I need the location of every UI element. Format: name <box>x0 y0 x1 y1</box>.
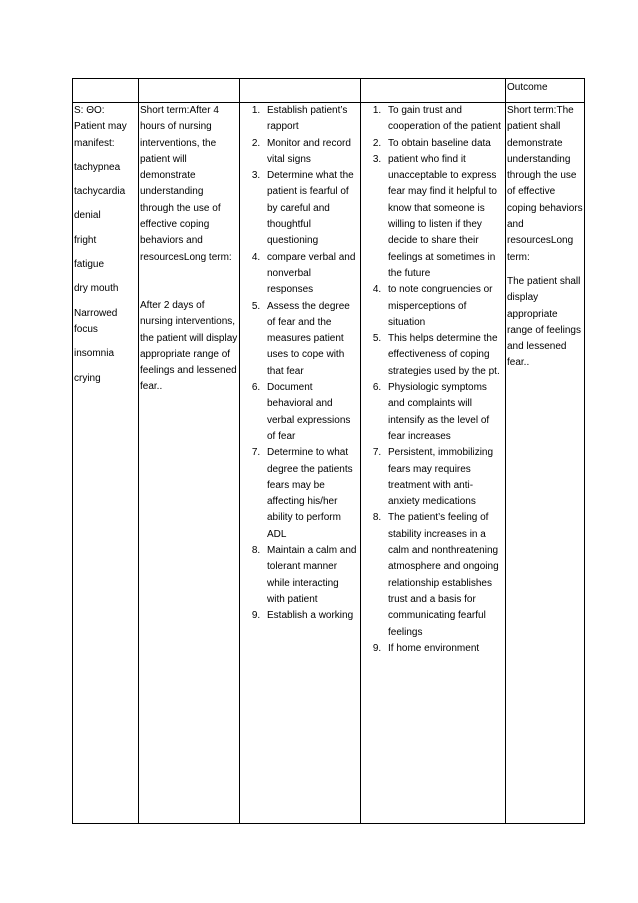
list-item: 7. Determine to what degree the patients fears may be affecting his/her ability to perform ADL <box>263 445 359 543</box>
cue-item: denial <box>74 210 101 222</box>
cue-item: tachycardia <box>74 186 126 198</box>
list-item: 9. If home environment <box>384 641 504 657</box>
cue-item: tachypnea <box>74 161 121 173</box>
interventions-cell <box>240 103 361 824</box>
header-row <box>73 79 585 103</box>
cue-item: dry mouth <box>74 283 119 295</box>
list-item: 9. Establish a working <box>263 608 359 624</box>
list-item: 4. compare verbal and nonverbal responses <box>263 250 359 299</box>
list-item: 3. Determine what the patient is fearful of by careful and thoughtful questioning <box>263 168 359 249</box>
body-row <box>73 103 585 824</box>
list-item: 8. Maintain a calm and tolerant manner while interacting with patient <box>263 543 359 608</box>
list-item: 8. The patient’s feeling of stability increases in a calm and nonthreatening atmosphere and ongoing relationship establishes trust and a basis for communicating fearful feelings <box>384 510 504 640</box>
header-outcome: Outcome <box>506 79 585 103</box>
rationale-list <box>362 103 504 657</box>
long-term-goal: After 2 days of nursing interventions, the patient will display appropriate range of feelings and lessened fear.. <box>140 299 238 393</box>
header-assessment <box>73 79 139 103</box>
list-item: 1. Establish patient’s rapport <box>263 103 359 136</box>
long-term-outcome: The patient shall display appropriate range of feelings and lessened fear.. <box>507 275 581 369</box>
short-term-goal: Short term:After 4 hours of nursing interventions, the patient will demonstrate understanding through the use of effective coping behaviors and resourcesLong term: <box>140 105 232 263</box>
cue-item: fatigue <box>74 259 105 271</box>
rationale-cell <box>361 103 506 824</box>
list-item: 2. Monitor and record vital signs <box>263 136 359 169</box>
header-goals <box>139 79 240 103</box>
list-item: 6. Physiologic symptoms and complaints will intensify as the level of fear increases <box>384 380 504 445</box>
list-item: 7. Persistent, immobilizing fears may requires treatment with anti-anxiety medications <box>384 445 504 510</box>
list-item: 1. To gain trust and cooperation of the patient <box>384 103 504 136</box>
outcome-cell <box>506 103 585 824</box>
list-item: 5. Assess the degree of fear and the measures patient uses to cope with that fear <box>263 299 359 380</box>
assessment-cell <box>73 103 139 824</box>
cue-item: insomnia <box>74 348 115 360</box>
cue-item: crying <box>74 372 101 384</box>
goals-cell <box>139 103 240 824</box>
cue-item: fright <box>74 234 97 246</box>
list-item: 5. This helps determine the effectiveness of coping strategies used by the pt. <box>384 331 504 380</box>
assessment-cues: S: ΘO: Patient may manifest: <box>74 105 127 149</box>
nursing-care-plan-table <box>72 78 585 824</box>
short-term-outcome: Short term:The patient shall demonstrate understanding through the use of effective coping behaviors and resourcesLong term: <box>507 105 583 263</box>
header-rationale <box>361 79 506 103</box>
list-item: 2. To obtain baseline data <box>384 136 504 152</box>
list-item: 4. to note congruencies or misperceptions of situation <box>384 282 504 331</box>
interventions-list <box>241 103 359 625</box>
list-item: 3. patient who find it unacceptable to express fear may find it helpful to know that someone is willing to listen if they decide to share their feelings at sometimes in the future <box>384 152 504 282</box>
cue-item: Narrowed focus <box>74 307 118 335</box>
list-item: 6. Document behavioral and verbal expressions of fear <box>263 380 359 445</box>
header-interventions <box>240 79 361 103</box>
